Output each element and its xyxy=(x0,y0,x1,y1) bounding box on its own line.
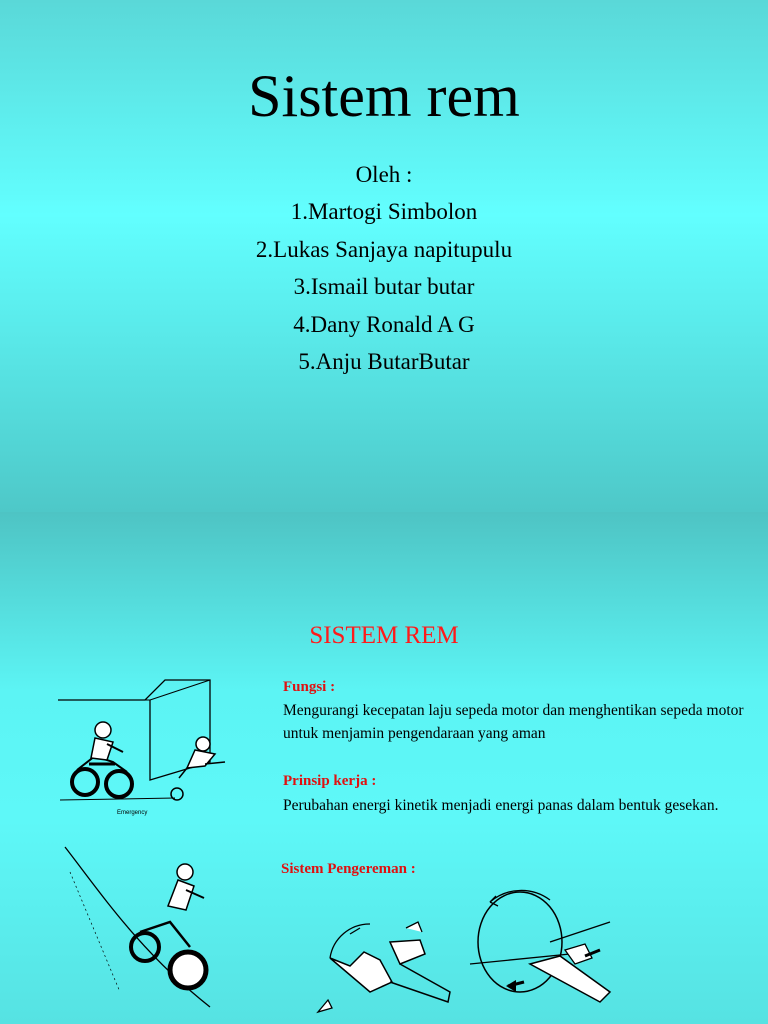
author-item: 3.Ismail butar butar xyxy=(293,274,475,300)
slide-title: Sistem rem xyxy=(248,63,520,129)
pengereman-label: Sistem Pengereman : xyxy=(281,861,416,877)
section-title: SISTEM REM xyxy=(309,622,459,649)
author-item: 2.Lukas Sanjaya napitupulu xyxy=(255,236,513,262)
author-list xyxy=(0,156,768,380)
byline: Oleh : xyxy=(355,162,413,187)
author-item: 4.Dany Ronald A G xyxy=(293,311,475,337)
brake-mechanism-diagram xyxy=(310,882,640,1024)
author-item: 1.Martogi Simbolon xyxy=(290,199,478,225)
fungsi-label: Fungsi : xyxy=(283,679,336,695)
fungsi-text: Mengurangi kecepatan laju sepeda motor dan menghentikan sepeda motor untuk menjamin pengendaraan yang aman xyxy=(283,702,744,742)
slope-brake-illustration xyxy=(60,842,220,1012)
emergency-brake-illustration xyxy=(55,672,235,816)
emergency-caption: Emergency xyxy=(117,810,148,816)
prinsip-text: Perubahan energi kinetik menjadi energi panas dalam bentuk gesekan. xyxy=(283,797,719,814)
author-item: 5.Anju ButarButar xyxy=(298,348,470,374)
prinsip-label: Prinsip kerja : xyxy=(283,773,377,789)
content-slide xyxy=(0,512,768,1024)
